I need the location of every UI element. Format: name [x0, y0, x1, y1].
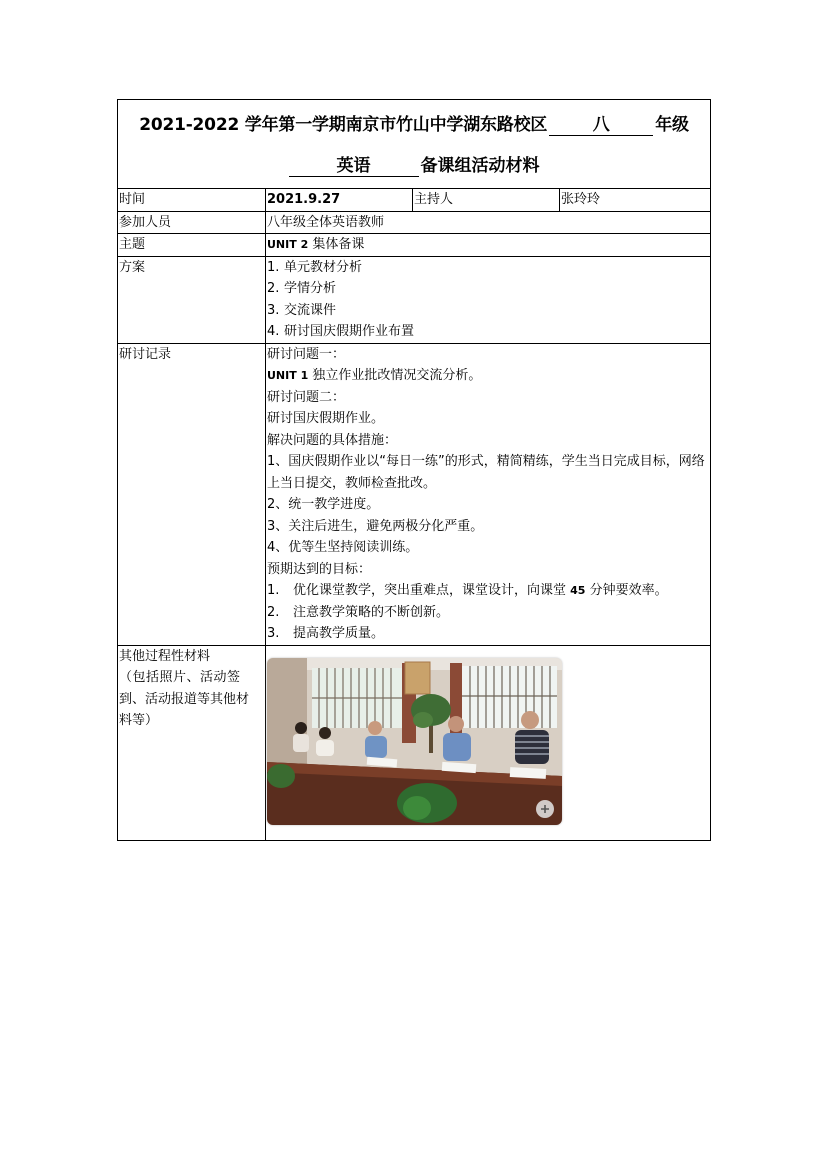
grade-field: 八	[549, 115, 653, 136]
measure-item: 2、统一教学进度。	[267, 497, 380, 512]
measure-item: 3、关注后进生，避免两极分化严重。	[267, 518, 484, 534]
topic-value	[266, 234, 711, 257]
topic-label: 主题	[118, 234, 266, 257]
document-title	[118, 100, 711, 189]
goal-item: 2. 注意教学策略的不断创新。	[267, 604, 450, 620]
title-line-2	[118, 154, 710, 178]
record-content	[266, 343, 711, 645]
measure-item: 4、优等生坚持阅读训练。	[267, 540, 419, 555]
plan-label: 方案	[118, 256, 266, 343]
plan-item: 3. 交流课件	[267, 302, 337, 318]
record-q1-text: UNIT 1 独立作业批改情况交流分析。	[267, 368, 482, 383]
goals-title: 预期达到的目标：	[267, 561, 372, 577]
participants-value: 八年级全体英语教师	[266, 211, 711, 234]
topic-text: 集体备课	[312, 237, 365, 252]
title-prefix: 2021-2022 学年第一学期南京市竹山中学湖东路校区	[139, 115, 548, 135]
host-value: 张玲玲	[560, 189, 711, 212]
goal-item: 1. 优化课堂教学，突出重难点，课堂设计，向课堂 45 分钟要效率。	[267, 583, 668, 598]
measure-item: 1、国庆假期作业以“每日一练”的形式，精简精练，学生当日完成目标，网络上当日提交，教师检查批改。	[267, 454, 705, 491]
record-q1-title: 研讨问题一：	[267, 346, 346, 362]
title-suffix: 备课组活动材料	[420, 156, 540, 176]
participants-label: 参加人员	[118, 211, 266, 234]
subject-field: 英语	[289, 156, 419, 177]
time-label: 时间	[118, 189, 266, 212]
plan-item: 2. 学情分析	[267, 281, 337, 296]
plan-item: 1. 单元教材分析	[267, 259, 363, 275]
record-q2-title: 研讨问题二：	[267, 389, 346, 405]
meeting-photo[interactable]	[267, 658, 562, 825]
title-grade-suffix: 年级	[655, 115, 689, 135]
activity-record-table	[117, 99, 711, 841]
measures-title: 解决问题的具体措施：	[267, 432, 398, 448]
plan-item: 4. 研讨国庆假期作业布置	[267, 324, 415, 339]
record-label: 研讨记录	[118, 343, 266, 645]
goal-item: 3. 提高教学质量。	[267, 626, 385, 641]
topic-unit: UNIT 2	[267, 238, 309, 251]
record-q2-text: 研讨国庆假期作业。	[267, 411, 385, 426]
plan-list	[266, 256, 711, 343]
other-materials-content	[266, 645, 711, 840]
time-value: 2021.9.27	[266, 189, 413, 212]
title-line-1	[118, 113, 710, 137]
other-materials-label: 其他过程性材料 （包括照片、活动签 到、活动报道等其他材 料等）	[118, 645, 266, 840]
meeting-photo-image	[267, 658, 562, 825]
host-label: 主持人	[413, 189, 560, 212]
